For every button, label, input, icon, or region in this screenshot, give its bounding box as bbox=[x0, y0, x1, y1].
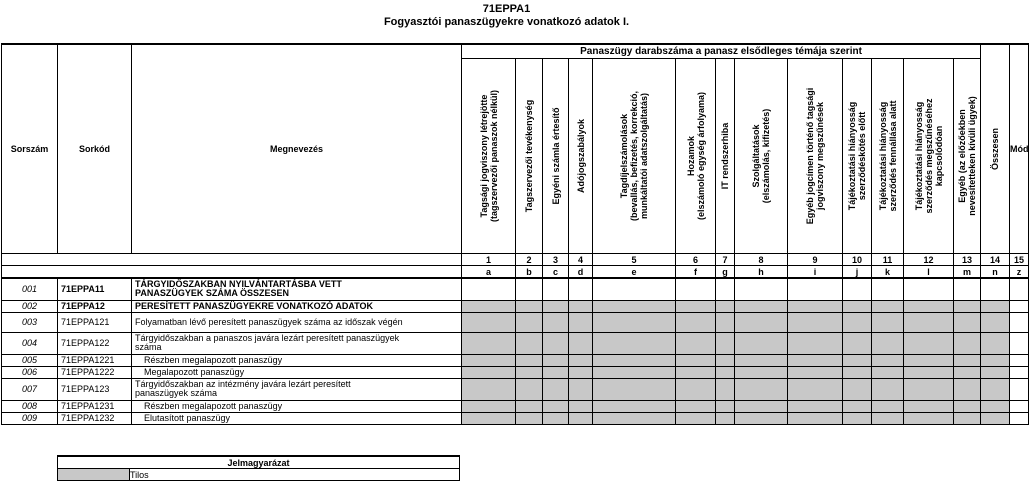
disabled-cell bbox=[904, 366, 954, 378]
row-megnevezes: Elutasított panaszügy bbox=[132, 412, 462, 424]
row-sorkod: 71EPPA11 bbox=[58, 278, 132, 300]
disabled-cell bbox=[569, 412, 593, 424]
disabled-cell bbox=[716, 400, 735, 412]
disabled-cell bbox=[843, 378, 872, 400]
column-number: 7 bbox=[716, 254, 735, 266]
blank-cell bbox=[2, 266, 462, 279]
input-cell[interactable] bbox=[1010, 366, 1029, 378]
input-cell[interactable] bbox=[1010, 400, 1029, 412]
disabled-cell bbox=[788, 300, 843, 312]
disabled-cell bbox=[872, 366, 904, 378]
topic-column-header: Hozamok (elszámoló egység árfolyama) bbox=[676, 59, 716, 254]
disabled-cell bbox=[543, 378, 569, 400]
disabled-cell bbox=[981, 312, 1010, 332]
row-sorkod: 71EPPA1221 bbox=[58, 354, 132, 366]
column-number: 15 bbox=[1010, 254, 1029, 266]
disabled-cell bbox=[735, 332, 788, 354]
table-row bbox=[2, 278, 1029, 300]
column-letter: m bbox=[954, 266, 981, 279]
disabled-cell bbox=[676, 412, 716, 424]
disabled-cell bbox=[543, 312, 569, 332]
row-sorszam: 009 bbox=[2, 412, 58, 424]
disabled-cell bbox=[716, 366, 735, 378]
topic-column-header: Tagszervezői tevékenység bbox=[516, 59, 543, 254]
disabled-cell bbox=[788, 332, 843, 354]
disabled-cell bbox=[904, 312, 954, 332]
disabled-cell bbox=[735, 312, 788, 332]
disabled-cell bbox=[904, 412, 954, 424]
table-row bbox=[2, 412, 1029, 424]
disabled-cell bbox=[872, 312, 904, 332]
table-row bbox=[2, 400, 1029, 412]
disabled-cell bbox=[788, 312, 843, 332]
row-sorkod: 71EPPA1222 bbox=[58, 366, 132, 378]
disabled-cell bbox=[735, 412, 788, 424]
disabled-cell bbox=[843, 332, 872, 354]
header-osszesen: Összesen bbox=[981, 44, 1010, 254]
disabled-cell bbox=[593, 312, 676, 332]
legend bbox=[57, 455, 460, 481]
input-cell[interactable] bbox=[593, 278, 676, 300]
column-letter: z bbox=[1010, 266, 1029, 279]
input-cell[interactable] bbox=[543, 278, 569, 300]
input-cell[interactable] bbox=[1010, 354, 1029, 366]
row-sorszam: 007 bbox=[2, 378, 58, 400]
disabled-cell bbox=[981, 300, 1010, 312]
disabled-cell bbox=[735, 300, 788, 312]
column-number: 5 bbox=[593, 254, 676, 266]
table-row bbox=[2, 366, 1029, 378]
column-number: 1 bbox=[462, 254, 516, 266]
disabled-cell bbox=[516, 400, 543, 412]
disabled-cell bbox=[462, 400, 516, 412]
topic-column-header: Tájékoztatási hiányosság szerződéskötés előtt bbox=[843, 59, 872, 254]
input-cell[interactable] bbox=[1010, 332, 1029, 354]
disabled-cell bbox=[788, 400, 843, 412]
disabled-cell bbox=[462, 312, 516, 332]
disabled-cell bbox=[569, 378, 593, 400]
complaints-table bbox=[1, 43, 1029, 425]
form-title: Fogyasztói panaszügyekre vonatkozó adatok I. bbox=[383, 16, 630, 28]
input-cell[interactable] bbox=[1010, 300, 1029, 312]
disabled-cell bbox=[676, 332, 716, 354]
topic-column-header: Adójogszabályok bbox=[569, 59, 593, 254]
table-row bbox=[2, 354, 1029, 366]
disabled-cell bbox=[569, 312, 593, 332]
disabled-cell bbox=[593, 354, 676, 366]
disabled-cell bbox=[954, 412, 981, 424]
column-letter: i bbox=[788, 266, 843, 279]
column-number: 3 bbox=[543, 254, 569, 266]
disabled-cell bbox=[462, 412, 516, 424]
input-cell[interactable] bbox=[1010, 278, 1029, 300]
row-sorkod: 71EPPA12 bbox=[58, 300, 132, 312]
input-cell[interactable] bbox=[1010, 378, 1029, 400]
disabled-cell bbox=[954, 366, 981, 378]
disabled-cell bbox=[676, 300, 716, 312]
disabled-cell bbox=[676, 366, 716, 378]
header-mod: Mód bbox=[1010, 44, 1029, 254]
disabled-cell bbox=[716, 412, 735, 424]
disabled-cell bbox=[954, 332, 981, 354]
column-letter: l bbox=[904, 266, 954, 279]
disabled-cell bbox=[516, 332, 543, 354]
disabled-cell bbox=[462, 354, 516, 366]
topic-column-header: Egyéb (az előzőekben nevesítetteken kívüli ügyek) bbox=[954, 59, 981, 254]
disabled-cell bbox=[543, 400, 569, 412]
disabled-cell bbox=[843, 412, 872, 424]
disabled-cell bbox=[843, 300, 872, 312]
disabled-cell bbox=[735, 378, 788, 400]
disabled-cell bbox=[843, 354, 872, 366]
column-number: 4 bbox=[569, 254, 593, 266]
disabled-cell bbox=[593, 366, 676, 378]
disabled-cell bbox=[788, 378, 843, 400]
legend-swatch bbox=[58, 469, 130, 481]
disabled-cell bbox=[569, 332, 593, 354]
column-number: 11 bbox=[872, 254, 904, 266]
disabled-cell bbox=[516, 300, 543, 312]
disabled-cell bbox=[676, 378, 716, 400]
disabled-cell bbox=[543, 300, 569, 312]
topic-column-header: IT rendszerhiba bbox=[716, 59, 735, 254]
column-number: 6 bbox=[676, 254, 716, 266]
disabled-cell bbox=[569, 300, 593, 312]
column-letter: h bbox=[735, 266, 788, 279]
header-sorkod: Sorkód bbox=[58, 44, 132, 254]
column-number: 9 bbox=[788, 254, 843, 266]
row-sorkod: 71EPPA1231 bbox=[58, 400, 132, 412]
row-sorszam: 004 bbox=[2, 332, 58, 354]
table-row bbox=[2, 378, 1029, 400]
disabled-cell bbox=[843, 312, 872, 332]
disabled-cell bbox=[462, 366, 516, 378]
disabled-cell bbox=[593, 378, 676, 400]
column-letter: a bbox=[462, 266, 516, 279]
disabled-cell bbox=[981, 332, 1010, 354]
topic-column-header: Tagdíjelszámolások (bevallás, befizetés, korrekció, munkáltatói adatszolgáltatás) bbox=[593, 59, 676, 254]
disabled-cell bbox=[543, 332, 569, 354]
disabled-cell bbox=[516, 354, 543, 366]
topic-column-header: Tájékoztatási hiányosság szerződés megszűnéséhez kapcsolódóan bbox=[904, 59, 954, 254]
column-number: 10 bbox=[843, 254, 872, 266]
disabled-cell bbox=[981, 366, 1010, 378]
disabled-cell bbox=[904, 354, 954, 366]
disabled-cell bbox=[981, 400, 1010, 412]
row-sorszam: 005 bbox=[2, 354, 58, 366]
disabled-cell bbox=[676, 400, 716, 412]
disabled-cell bbox=[981, 354, 1010, 366]
disabled-cell bbox=[872, 354, 904, 366]
row-megnevezes: PERESÍTETT PANASZÜGYEKRE VONATKOZÓ ADATOK bbox=[132, 300, 462, 312]
input-cell[interactable] bbox=[676, 278, 716, 300]
disabled-cell bbox=[593, 400, 676, 412]
disabled-cell bbox=[904, 378, 954, 400]
disabled-cell bbox=[569, 366, 593, 378]
input-cell[interactable] bbox=[904, 278, 954, 300]
disabled-cell bbox=[516, 312, 543, 332]
header-sorszam: Sorszám bbox=[2, 44, 58, 254]
disabled-cell bbox=[676, 354, 716, 366]
row-megnevezes: Tárgyidőszakban az intézmény javára lezárt peresített panaszügyek száma bbox=[132, 378, 462, 400]
column-letter: f bbox=[676, 266, 716, 279]
row-sorszam: 008 bbox=[2, 400, 58, 412]
column-letter: b bbox=[516, 266, 543, 279]
input-cell[interactable] bbox=[462, 278, 516, 300]
row-sorkod: 71EPPA121 bbox=[58, 312, 132, 332]
topic-column-header: Egyéni számla értesítő bbox=[543, 59, 569, 254]
column-letter: g bbox=[716, 266, 735, 279]
topic-column-header: Szolgáltatások (elszámolás, kifizetés) bbox=[735, 59, 788, 254]
disabled-cell bbox=[872, 400, 904, 412]
row-megnevezes: Folyamatban lévő peresített panaszügyek száma az időszak végén bbox=[132, 312, 462, 332]
disabled-cell bbox=[735, 354, 788, 366]
legend-title: Jelmagyarázat bbox=[58, 456, 460, 469]
disabled-cell bbox=[462, 332, 516, 354]
topic-column-header: Tagsági jogviszony létrejötte (tagszervezői panaszok nélkül) bbox=[462, 59, 516, 254]
row-sorszam: 001 bbox=[2, 278, 58, 300]
row-sorszam: 006 bbox=[2, 366, 58, 378]
disabled-cell bbox=[872, 300, 904, 312]
disabled-cell bbox=[543, 354, 569, 366]
disabled-cell bbox=[716, 332, 735, 354]
form-code: 71EPPA1 bbox=[482, 3, 531, 15]
disabled-cell bbox=[716, 300, 735, 312]
disabled-cell bbox=[716, 354, 735, 366]
row-sorszam: 002 bbox=[2, 300, 58, 312]
topic-column-header: Egyéb jogcímen történő tagsági jogviszony megszűnések bbox=[788, 59, 843, 254]
row-megnevezes: Részben megalapozott panaszügy bbox=[132, 354, 462, 366]
input-cell[interactable] bbox=[954, 278, 981, 300]
input-cell[interactable] bbox=[981, 278, 1010, 300]
row-sorszam: 003 bbox=[2, 312, 58, 332]
column-number: 12 bbox=[904, 254, 954, 266]
input-cell[interactable] bbox=[1010, 412, 1029, 424]
disabled-cell bbox=[543, 412, 569, 424]
disabled-cell bbox=[954, 354, 981, 366]
column-number: 2 bbox=[516, 254, 543, 266]
disabled-cell bbox=[516, 366, 543, 378]
disabled-cell bbox=[872, 332, 904, 354]
row-sorkod: 71EPPA1232 bbox=[58, 412, 132, 424]
topic-group-header: Panaszügy darabszáma a panasz elsődleges témája szerint bbox=[462, 44, 981, 59]
row-megnevezes: Részben megalapozott panaszügy bbox=[132, 400, 462, 412]
disabled-cell bbox=[843, 400, 872, 412]
table-row bbox=[2, 332, 1029, 354]
blank-cell bbox=[2, 254, 462, 266]
disabled-cell bbox=[788, 366, 843, 378]
disabled-cell bbox=[462, 300, 516, 312]
column-letter: n bbox=[981, 266, 1010, 279]
input-cell[interactable] bbox=[843, 278, 872, 300]
row-megnevezes: Megalapozott panaszügy bbox=[132, 366, 462, 378]
input-cell[interactable] bbox=[516, 278, 543, 300]
disabled-cell bbox=[954, 300, 981, 312]
disabled-cell bbox=[716, 312, 735, 332]
disabled-cell bbox=[593, 300, 676, 312]
column-letter: d bbox=[569, 266, 593, 279]
input-cell[interactable] bbox=[788, 278, 843, 300]
input-cell[interactable] bbox=[716, 278, 735, 300]
column-letter: j bbox=[843, 266, 872, 279]
disabled-cell bbox=[954, 378, 981, 400]
disabled-cell bbox=[593, 412, 676, 424]
column-letter: c bbox=[543, 266, 569, 279]
input-cell[interactable] bbox=[735, 278, 788, 300]
topic-column-header: Tájékoztatási hiányosság szerződés fennállása alatt bbox=[872, 59, 904, 254]
legend-label: Tilos bbox=[130, 469, 460, 481]
disabled-cell bbox=[516, 378, 543, 400]
column-letter: e bbox=[593, 266, 676, 279]
disabled-cell bbox=[716, 378, 735, 400]
column-number: 14 bbox=[981, 254, 1010, 266]
disabled-cell bbox=[735, 366, 788, 378]
disabled-cell bbox=[516, 412, 543, 424]
column-number: 13 bbox=[954, 254, 981, 266]
disabled-cell bbox=[843, 366, 872, 378]
disabled-cell bbox=[788, 354, 843, 366]
disabled-cell bbox=[904, 300, 954, 312]
input-cell[interactable] bbox=[1010, 312, 1029, 332]
table-row bbox=[2, 312, 1029, 332]
disabled-cell bbox=[981, 412, 1010, 424]
row-megnevezes: Tárgyidőszakban a panaszos javára lezárt peresített panaszügyek száma bbox=[132, 332, 462, 354]
row-sorkod: 71EPPA122 bbox=[58, 332, 132, 354]
input-cell[interactable] bbox=[569, 278, 593, 300]
disabled-cell bbox=[954, 312, 981, 332]
disabled-cell bbox=[543, 366, 569, 378]
disabled-cell bbox=[904, 332, 954, 354]
input-cell[interactable] bbox=[872, 278, 904, 300]
disabled-cell bbox=[676, 312, 716, 332]
table-row bbox=[2, 300, 1029, 312]
disabled-cell bbox=[954, 400, 981, 412]
disabled-cell bbox=[904, 400, 954, 412]
disabled-cell bbox=[569, 354, 593, 366]
disabled-cell bbox=[981, 378, 1010, 400]
row-sorkod: 71EPPA123 bbox=[58, 378, 132, 400]
header-megnevezes: Megnevezés bbox=[132, 44, 462, 254]
disabled-cell bbox=[872, 378, 904, 400]
disabled-cell bbox=[788, 412, 843, 424]
disabled-cell bbox=[735, 400, 788, 412]
disabled-cell bbox=[872, 412, 904, 424]
row-megnevezes: TÁRGYIDŐSZAKBAN NYILVÁNTARTÁSBA VETT PANASZÜGYEK SZÁMA ÖSSZESEN bbox=[132, 278, 462, 300]
column-number: 8 bbox=[735, 254, 788, 266]
disabled-cell bbox=[593, 332, 676, 354]
disabled-cell bbox=[462, 378, 516, 400]
column-letter: k bbox=[872, 266, 904, 279]
disabled-cell bbox=[569, 400, 593, 412]
